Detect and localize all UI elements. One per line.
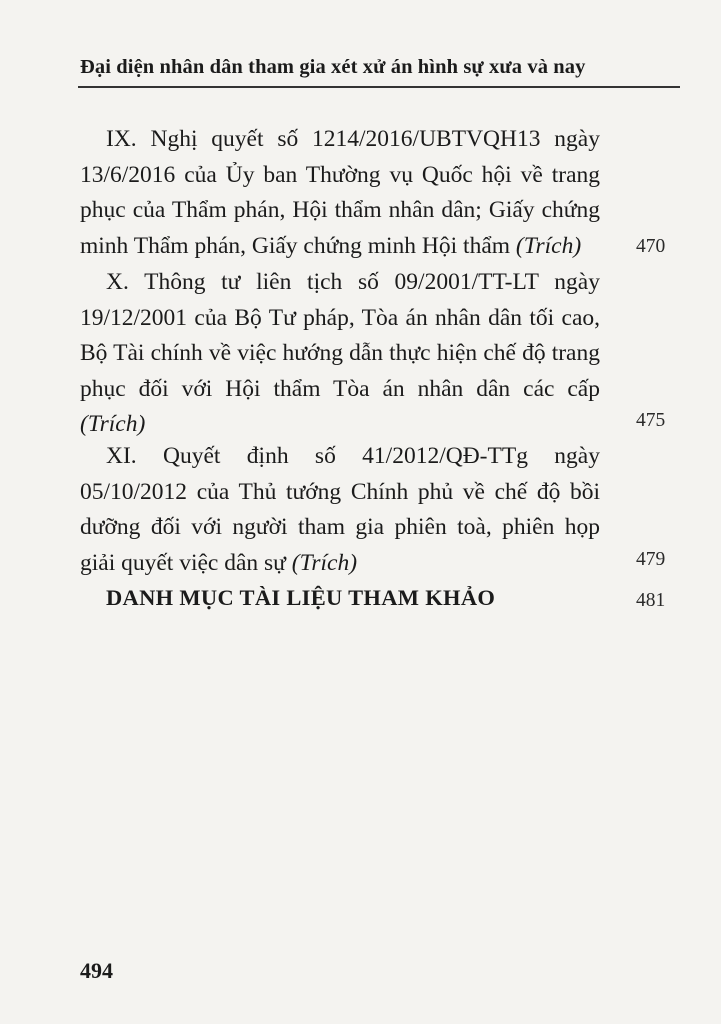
toc-entry-x: [80, 265, 600, 443]
toc-page-number: 475: [636, 410, 666, 431]
toc-page-number: 479: [636, 549, 666, 570]
toc-entry-ix: [80, 122, 600, 264]
header-rule: [78, 86, 680, 88]
bibliography-page-number: 481: [636, 590, 666, 611]
toc-page-number: 470: [636, 236, 666, 257]
page-number: 494: [80, 958, 113, 983]
toc-entry-text: IX. Nghị quyết số 1214/2016/UBTVQH13 ngày 13/6/2016 của Ủy ban Thường vụ Quốc hội về trang phục của Thẩm phán, Hội thẩm nhân dân; Giấy chứng minh Thẩm phán, Giấy chứng minh Hội thẩm: [80, 126, 600, 259]
toc-entry-note: (Trích): [80, 411, 146, 437]
toc-entry-xi: [80, 439, 600, 581]
running-header: Đại diện nhân dân tham gia xét xử án hình sự xưa và nay: [80, 56, 586, 78]
bibliography-heading: DANH MỤC TÀI LIỆU THAM KHẢO: [106, 585, 496, 610]
toc-entry-text: XI. Quyết định số 41/2012/QĐ-TTg ngày 05/10/2012 của Thủ tướng Chính phủ về chế độ bồi dưỡng đối với người tham gia phiên toà, phiên họp giải quyết việc dân sự: [80, 443, 600, 576]
toc-entry-note: (Trích): [291, 549, 358, 576]
toc-entry-text: X. Thông tư liên tịch số 09/2001/TT-LT ngày 19/12/2001 của Bộ Tư pháp, Tòa án nhân dân tối cao, Bộ Tài chính về việc hướng dẫn thực hiện chế độ trang phục đối với Hội thẩm Tòa án nhân dân các cấp: [80, 269, 600, 402]
toc-entry-note: (Trích): [515, 232, 582, 259]
